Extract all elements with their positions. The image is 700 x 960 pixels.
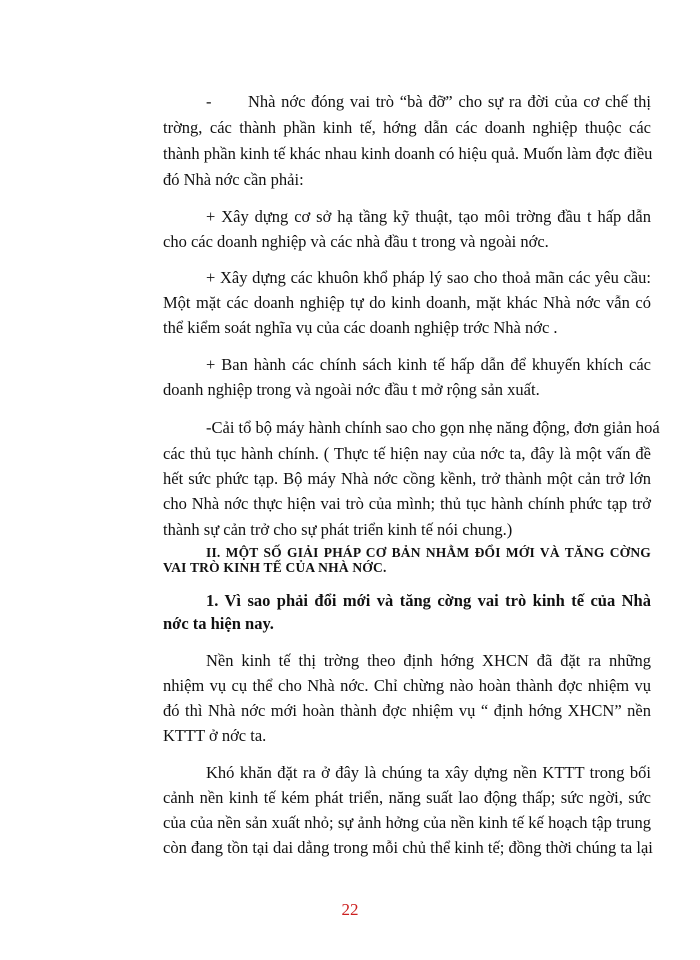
page-number: 22 (341, 900, 359, 919)
text-line: Một mặt các doanh nghiệp tự do kinh doanh, mặt khác Nhà nớc vẫn có (163, 293, 651, 312)
text-line: Khó khăn đặt ra ở đây là chúng ta xây dựng nền KTTT trong bối (206, 763, 651, 782)
text-line: -Cải tổ bộ máy hành chính sao cho gọn nhẹ năng động, đơn giản hoá (206, 418, 660, 437)
heading-line: II. MỘT SỐ GIẢI PHÁP CƠ BẢN NHẰM ĐỔI MỚI VÀ TĂNG CỜNG (206, 545, 651, 560)
text-line: đó thì Nhà nớc mới hoàn thành đợc nhiệm vụ “ định hớng XHCN” nền (163, 701, 651, 720)
text-line: của của nền sản xuất nhỏ; sự ảnh hởng của nền kinh tế kế hoạch tập trung (163, 813, 651, 832)
text-line: các thủ tục hành chính. ( Thực tế hiện nay của nớc ta, đây là một vấn đề (163, 444, 651, 463)
bullet-dash: - (206, 92, 212, 111)
text-line: doanh nghiệp trong và ngoài nớc đầu t mở rộng sản xuất. (163, 380, 540, 399)
text-line: thành sự cản trở cho sự phát triển kinh tế nói chung.) (163, 520, 513, 539)
text-line: + Xây dựng cơ sở hạ tầng kỹ thuật, tạo môi trờng đầu t hấp dẫn (206, 207, 651, 226)
text-line: đó Nhà nớc cần phải: (163, 170, 304, 189)
text-line: KTTT ở nớc ta. (163, 726, 267, 745)
text-line: Nhà nớc đóng vai trò “bà đỡ” cho sự ra đời của cơ chế thị (248, 92, 651, 111)
text-line: cho Nhà nớc thực hiện vai trò của mình; thủ tục hành chính phức tạp trở (163, 494, 651, 513)
heading-line: VAI TRÒ KINH TẾ CỦA NHÀ NỚC. (163, 560, 387, 575)
text-line: cảnh nền kinh tế kém phát triển, năng suất lao động thấp; sức ngời, sức (163, 788, 651, 807)
text-line: hết sức phức tạp. Bộ máy Nhà nớc cồng kềnh, trở thành một cản trở lớn (163, 469, 651, 488)
heading-line: nớc ta hiện nay. (163, 614, 274, 633)
text-line: + Xây dựng các khuôn khổ pháp lý sao cho thoả mãn các yêu cầu: (206, 268, 651, 287)
text-line: cho các doanh nghiệp và các nhà đầu t trong và ngoài nớc. (163, 232, 549, 251)
text-line: + Ban hành các chính sách kinh tế hấp dẫn để khuyến khích các (206, 355, 651, 374)
text-line: còn đang tồn tại dai dẳng trong mỗi chủ thể kinh tế; đồng thời chúng ta lại (163, 838, 653, 857)
text-line: Nền kinh tế thị trờng theo định hớng XHCN đã đặt ra những (206, 651, 651, 670)
heading-line: 1. Vì sao phải đổi mới và tăng cờng vai trò kinh tế của Nhà (206, 591, 651, 610)
text-line: nhiệm vụ cụ thể cho Nhà nớc. Chỉ chừng nào hoàn thành đợc nhiệm vụ (163, 676, 651, 695)
text-line: thể kiểm soát nghĩa vụ của các doanh nghiệp trớc Nhà nớc . (163, 318, 558, 337)
text-line: trờng, các thành phần kinh tế, hớng dẫn các doanh nghiệp thuộc các (163, 118, 651, 137)
text-line: thành phần kinh tế khác nhau kinh doanh có hiệu quả. Muốn làm đợc điều (163, 144, 653, 163)
